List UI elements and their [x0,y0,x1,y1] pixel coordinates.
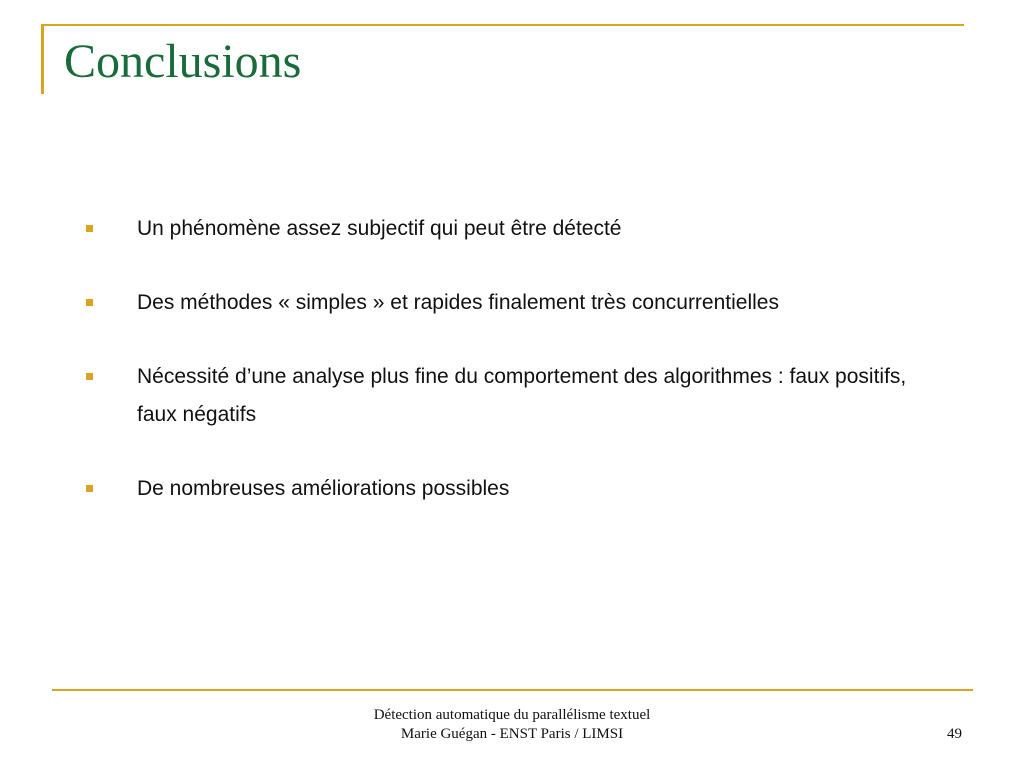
bullet-item [86,284,946,322]
bullet-item [86,358,946,434]
bullet-text: Nécessité d’une analyse plus fine du comportement des algorithmes : faux positifs, faux négatifs [137,365,907,426]
square-bullet-icon [86,299,93,306]
square-bullet-icon [86,225,93,232]
bullet-text: De nombreuses améliorations possibles [137,477,510,500]
title-frame-top-line [41,24,964,26]
square-bullet-icon [86,485,93,492]
bullet-list [86,210,946,508]
footer-divider [52,689,973,691]
footer [262,706,762,744]
bullet-text: Un phénomène assez subjectif qui peut être détecté [137,217,622,240]
footer-title: Détection automatique du parallélisme textuel [373,707,651,723]
title-frame-vertical-line [41,24,44,94]
slide-title: Conclusions [64,35,302,88]
footer-author: Marie Guégan - ENST Paris / LIMSI [400,726,624,742]
bullet-item [86,470,946,508]
bullet-item [86,210,946,248]
page-number: 49 [947,726,962,742]
bullet-text: Des méthodes « simples » et rapides finalement très concurrentielles [137,291,779,314]
square-bullet-icon [86,373,93,380]
